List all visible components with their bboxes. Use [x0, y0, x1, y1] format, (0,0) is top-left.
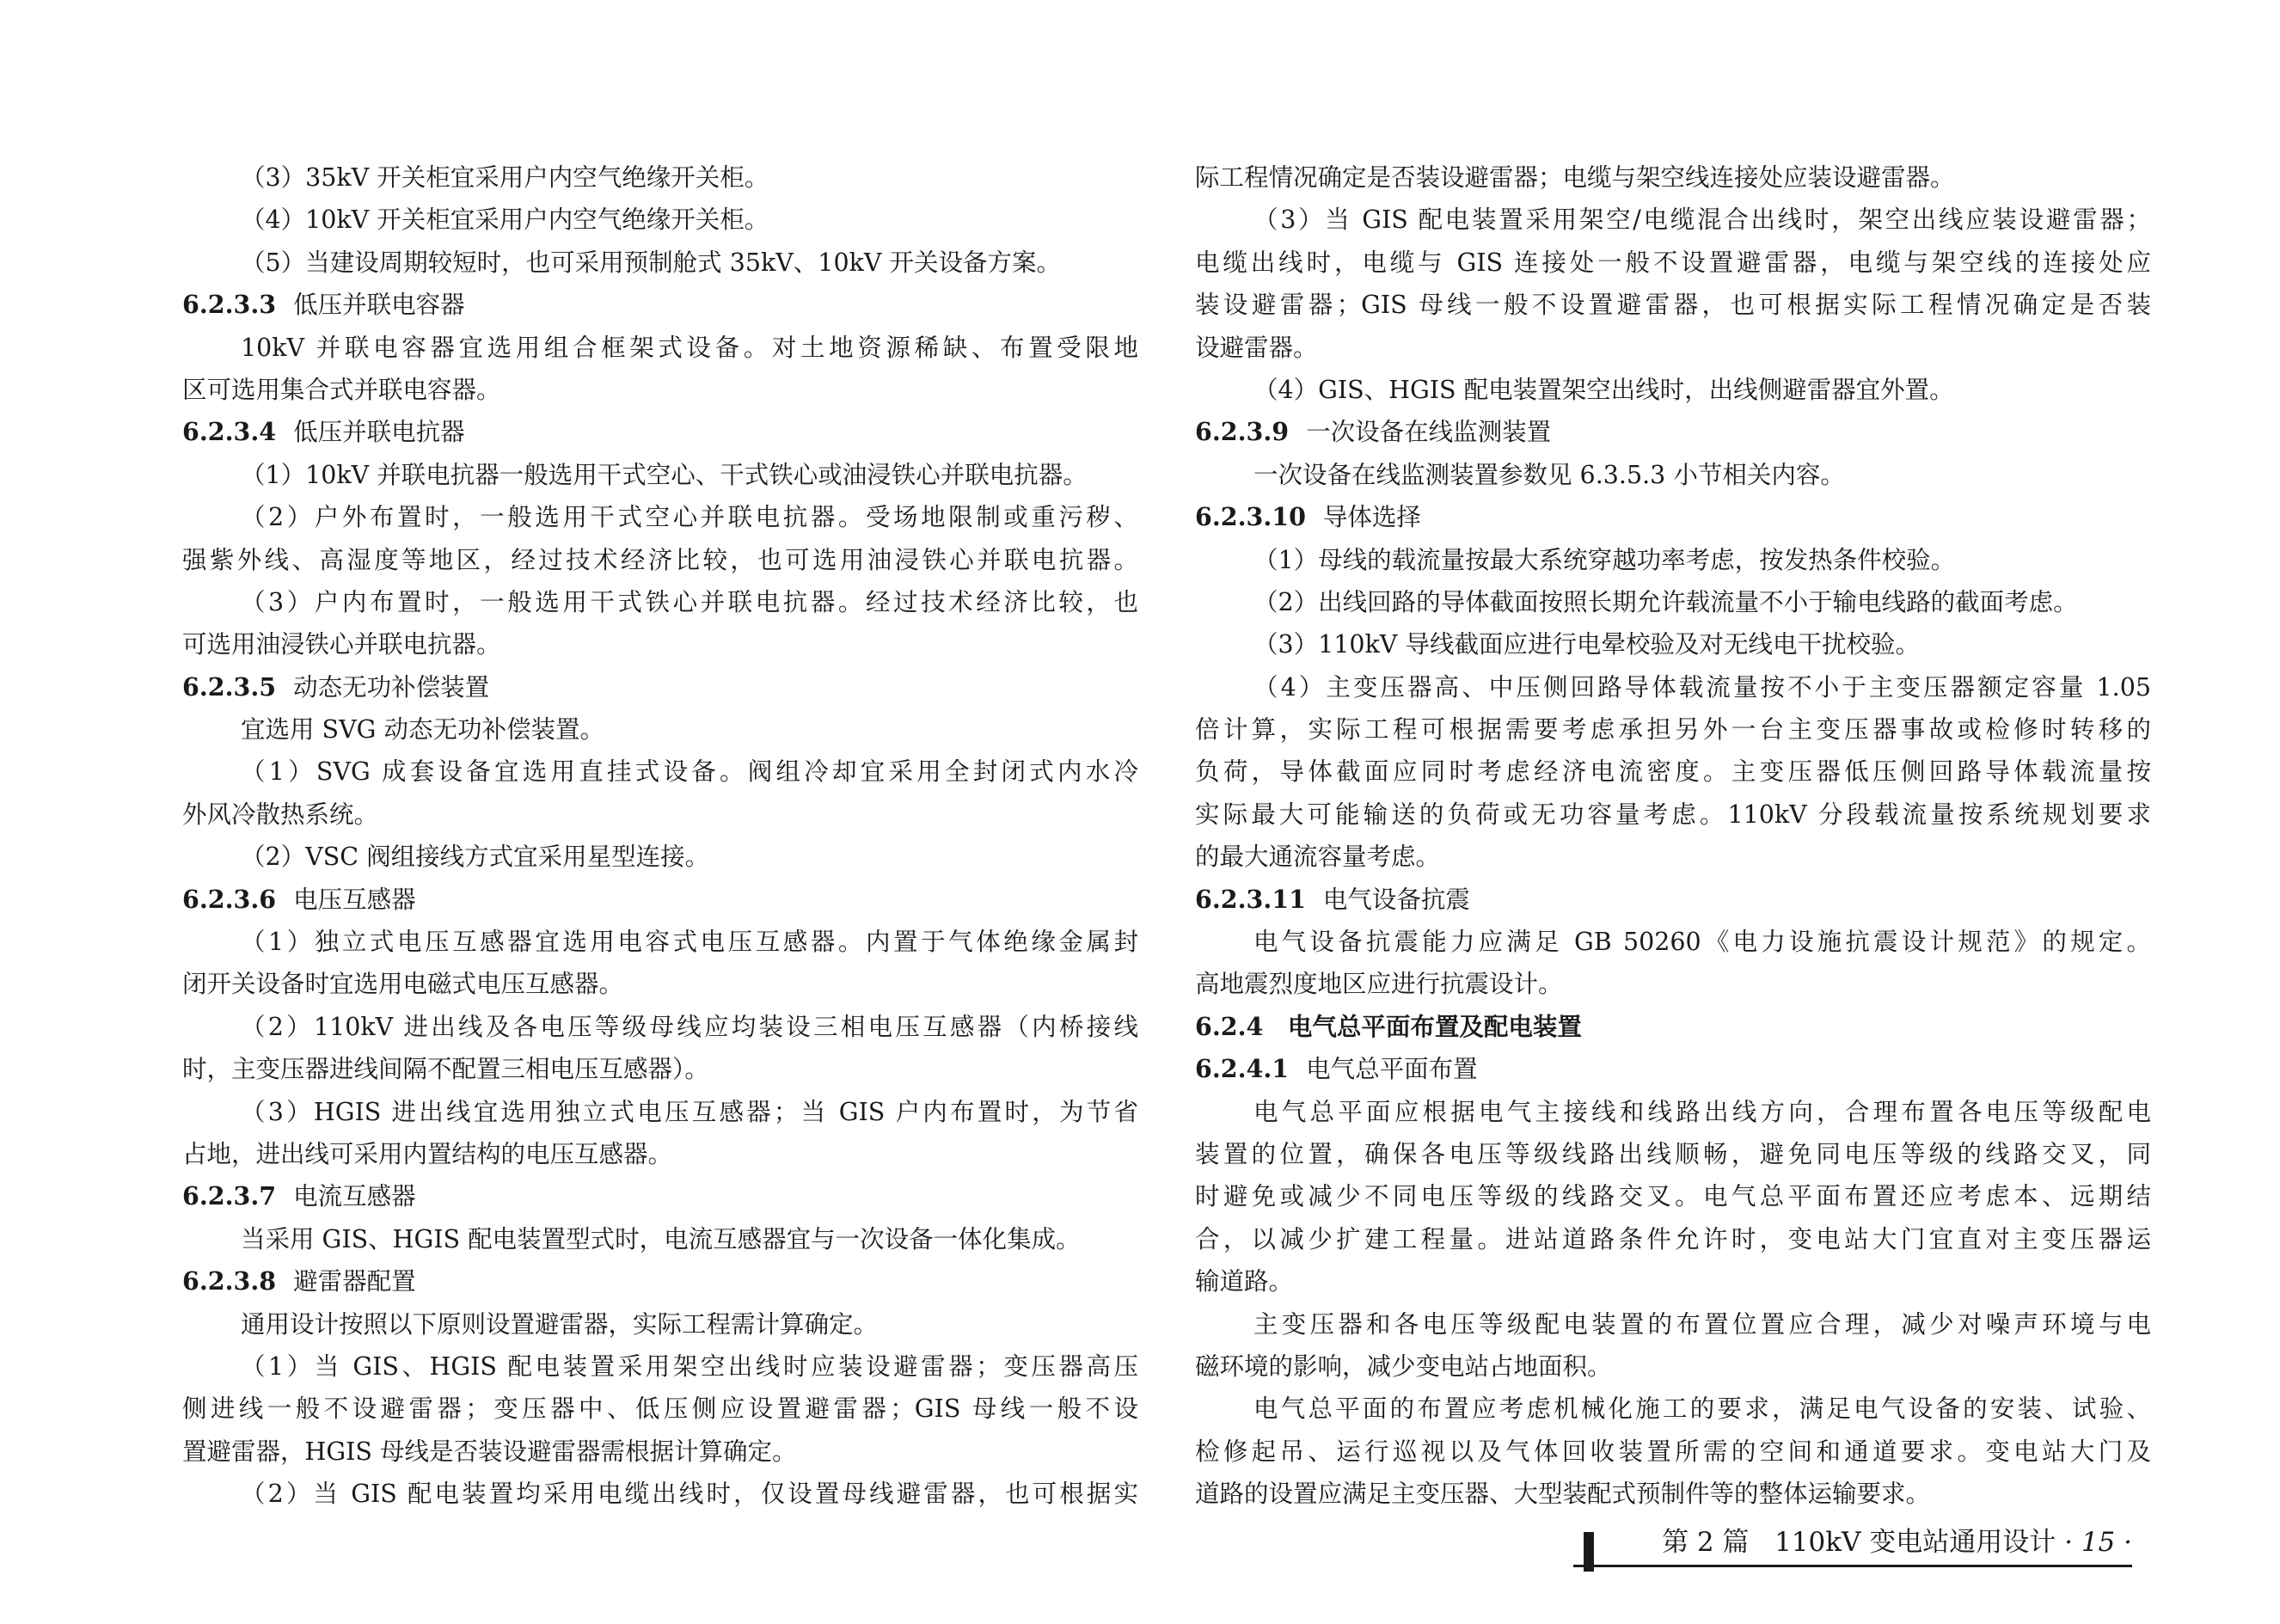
text-line: 时，主变压器进线间隔不配置三相电压互感器）。: [182, 1055, 709, 1084]
text-line: （4）10kV 开关柜宜采用户内空气绝缘开关柜。: [241, 205, 769, 235]
text-line: 主变压器和各电压等级配电装置的布置位置应合理，减少对噪声环境与电: [1253, 1309, 2151, 1339]
subsection-heading: 6.2.4 电气总平面布置及配电装置: [1195, 1011, 1582, 1041]
text-line: 可选用油浸铁心并联电抗器。: [182, 630, 501, 659]
section-title: 避雷器配置: [293, 1267, 416, 1296]
text-line: （5）当建设周期较短时，也可采用预制舱式 35kV、10kV 开关设备方案。: [241, 248, 1061, 277]
section-heading: [182, 879, 1138, 921]
section-title: 导体选择: [1322, 503, 1421, 532]
section-number: 6.2.3.3: [182, 290, 277, 320]
text-line: （2）当 GIS 配电装置均采用电缆出线时，仅设置母线避雷器，也可根据实: [241, 1480, 1138, 1509]
section-number: 6.2.3.11: [1195, 884, 1306, 914]
section-number: 6.2.3.6: [182, 884, 277, 914]
text-line: （4）GIS、HGIS 配电装置架空出线时，出线侧避雷器宜外置。: [1253, 375, 1954, 404]
section-number: 6.2.3.10: [1195, 502, 1306, 532]
text-line: 磁环境的影响，减少变电站占地面积。: [1195, 1351, 1612, 1381]
text-line: （3）HGIS 进出线宜选用独立式电压互感器；当 GIS 户内布置时，为节省: [241, 1097, 1138, 1126]
left-column: [182, 156, 1138, 1516]
text-line: 道路的设置应满足主变压器、大型装配式预制件等的整体运输要求。: [1195, 1480, 1931, 1509]
text-line: 区可选用集合式并联电容器。: [182, 375, 501, 404]
text-line: 际工程情况确定是否装设避雷器；电缆与架空线连接处应装设避雷器。: [1195, 163, 1955, 192]
text-line: 装设避雷器；GIS 母线一般不设置避雷器，也可根据实际工程情况确定是否装: [1195, 291, 2151, 320]
text-line: （3）户内布置时，一般选用干式铁心并联电抗器。经过技术经济比较，也: [241, 587, 1138, 616]
text-line: 电气总平面的布置应考虑机械化施工的要求，满足电气设备的安装、试验、: [1253, 1394, 2151, 1424]
text-line: 设避雷器。: [1195, 333, 1318, 362]
section-title: 低压并联电抗器: [293, 418, 465, 447]
text-line: （4）主变压器高、中压侧回路导体载流量按不小于主变压器额定容量 1.05: [1253, 672, 2151, 702]
section-title: 电气设备抗震: [1322, 885, 1470, 914]
section-heading: [1195, 496, 2151, 538]
text-line: （3）当 GIS 配电装置采用架空/电缆混合出线时，架空出线应装设避雷器；: [1253, 205, 2151, 235]
text-line: 当采用 GIS、HGIS 配电装置型式时，电流互感器宜与一次设备一体化集成。: [241, 1224, 1081, 1253]
section-heading: [1195, 879, 2151, 921]
text-line: 倍计算，实际工程可根据需要考虑承担另外一台主变压器事故或检修时转移的: [1195, 715, 2151, 745]
text-line: 外风冷散热系统。: [182, 800, 379, 829]
text-line: （1）SVG 成套设备宜选用直挂式设备。阀组冷却宜采用全封闭式内水冷: [241, 757, 1138, 787]
section-title: 电压互感器: [293, 885, 416, 914]
text-line: （2）VSC 阀组接线方式宜采用星型连接。: [241, 843, 710, 872]
text-line: 电缆出线时，电缆与 GIS 连接处一般不设置避雷器，电缆与架空线的连接处应: [1195, 248, 2151, 277]
text-line: 10kV 并联电容器宜选用组合框架式设备。对土地资源稀缺、布置受限地: [241, 333, 1138, 362]
footer-part: 第 2 篇: [1662, 1527, 1750, 1558]
text-line: （2）户外布置时，一般选用干式空心并联电抗器。受场地限制或重污秽、: [241, 503, 1138, 532]
section-number: 6.2.3.4: [182, 417, 277, 447]
section-title: 一次设备在线监测装置: [1306, 418, 1552, 447]
section-number: 6.2.3.7: [182, 1181, 277, 1211]
section-number: 6.2.3.8: [182, 1266, 277, 1296]
text-line: 强紫外线、高湿度等地区，经过技术经济比较，也可选用油浸铁心并联电抗器。: [182, 545, 1138, 574]
text-line: 侧进线一般不设避雷器；变压器中、低压侧应设置避雷器；GIS 母线一般不设: [182, 1394, 1138, 1424]
text-line: 通用设计按照以下原则设置避雷器，实际工程需计算确定。: [241, 1309, 879, 1339]
page-number: · 15 ·: [2064, 1527, 2132, 1558]
text-line: 置避雷器，HGIS 母线是否装设避雷器需根据计算确定。: [182, 1437, 797, 1466]
text-line: 实际最大可能输送的负荷或无功容量考虑。110kV 分段载流量按系统规划要求: [1195, 800, 2151, 829]
section-heading: [1195, 1048, 2151, 1090]
section-title: 电流互感器: [293, 1182, 416, 1211]
text-line: 的最大通流容量考虑。: [1195, 843, 1441, 872]
section-heading: [182, 1260, 1138, 1302]
text-line: 合，以减少扩建工程量。进站道路条件允许时，变电站大门宜直对主变压器运: [1195, 1224, 2151, 1253]
section-heading: [182, 666, 1138, 708]
text-line: （1）母线的载流量按最大系统穿越功率考虑，按发热条件校验。: [1253, 545, 1956, 574]
text-line: 闭开关设备时宜选用电磁式电压互感器。: [182, 970, 624, 999]
footer-title: 110kV 变电站通用设计: [1774, 1527, 2056, 1558]
section-number: 6.2.3.5: [182, 671, 277, 702]
section-heading: [1195, 411, 2151, 453]
text-line: 一次设备在线监测装置参数见 6.3.5.3 小节相关内容。: [1253, 460, 1845, 489]
section-number: 6.2.3.9: [1195, 417, 1290, 447]
text-line: 时避免或减少不同电压等级的线路交叉。电气总平面布置还应考虑本、远期结: [1195, 1182, 2151, 1211]
text-line: （1）当 GIS、HGIS 配电装置采用架空出线时应装设避雷器；变压器高压: [241, 1351, 1138, 1381]
text-line: 负荷，导体截面应同时考虑经济电流密度。主变压器低压侧回路导体载流量按: [1195, 757, 2151, 787]
right-column: [1195, 156, 2151, 1516]
text-line: （1）10kV 并联电抗器一般选用干式空心、干式铁心或油浸铁心并联电抗器。: [241, 460, 1088, 489]
text-line: （3）110kV 导线截面应进行电晕校验及对无线电干扰校验。: [1253, 630, 1920, 659]
section-title: 低压并联电容器: [293, 291, 465, 320]
text-line: 输道路。: [1195, 1267, 1294, 1296]
section-heading: [182, 411, 1138, 453]
text-line: 电气总平面应根据电气主接线和线路出线方向，合理布置各电压等级配电: [1253, 1097, 2151, 1126]
text-line: 检修起吊、运行巡视以及气体回收装置所需的空间和通道要求。变电站大门及: [1195, 1437, 2151, 1466]
section-number: 6.2.4.1: [1195, 1054, 1290, 1084]
text-line: 高地震烈度地区应进行抗震设计。: [1195, 970, 1563, 999]
text-line: 装置的位置，确保各电压等级线路出线顺畅，避免同电压等级的线路交叉，同: [1195, 1139, 2151, 1168]
text-line: 宜选用 SVG 动态无功补偿装置。: [241, 715, 604, 745]
page-footer: [1573, 1520, 2132, 1567]
text-line: （2）出线回路的导体截面按照长期允许载流量不小于输电线路的截面考虑。: [1253, 587, 2078, 616]
section-heading: [182, 1175, 1138, 1217]
section-heading: [182, 284, 1138, 326]
section-title: 动态无功补偿装置: [293, 672, 490, 702]
text-line: 电气设备抗震能力应满足 GB 50260《电力设施抗震设计规范》的规定。: [1253, 928, 2151, 957]
text-line: （1）独立式电压互感器宜选用电容式电压互感器。内置于气体绝缘金属封: [241, 928, 1138, 957]
text-line: （2）110kV 进出线及各电压等级母线应均装设三相电压互感器（内桥接线: [241, 1012, 1138, 1041]
section-title: 电气总平面布置: [1306, 1055, 1478, 1084]
text-line: （3）35kV 开关柜宜采用户内空气绝缘开关柜。: [241, 163, 769, 192]
text-line: 占地，进出线可采用内置结构的电压互感器。: [182, 1139, 673, 1168]
